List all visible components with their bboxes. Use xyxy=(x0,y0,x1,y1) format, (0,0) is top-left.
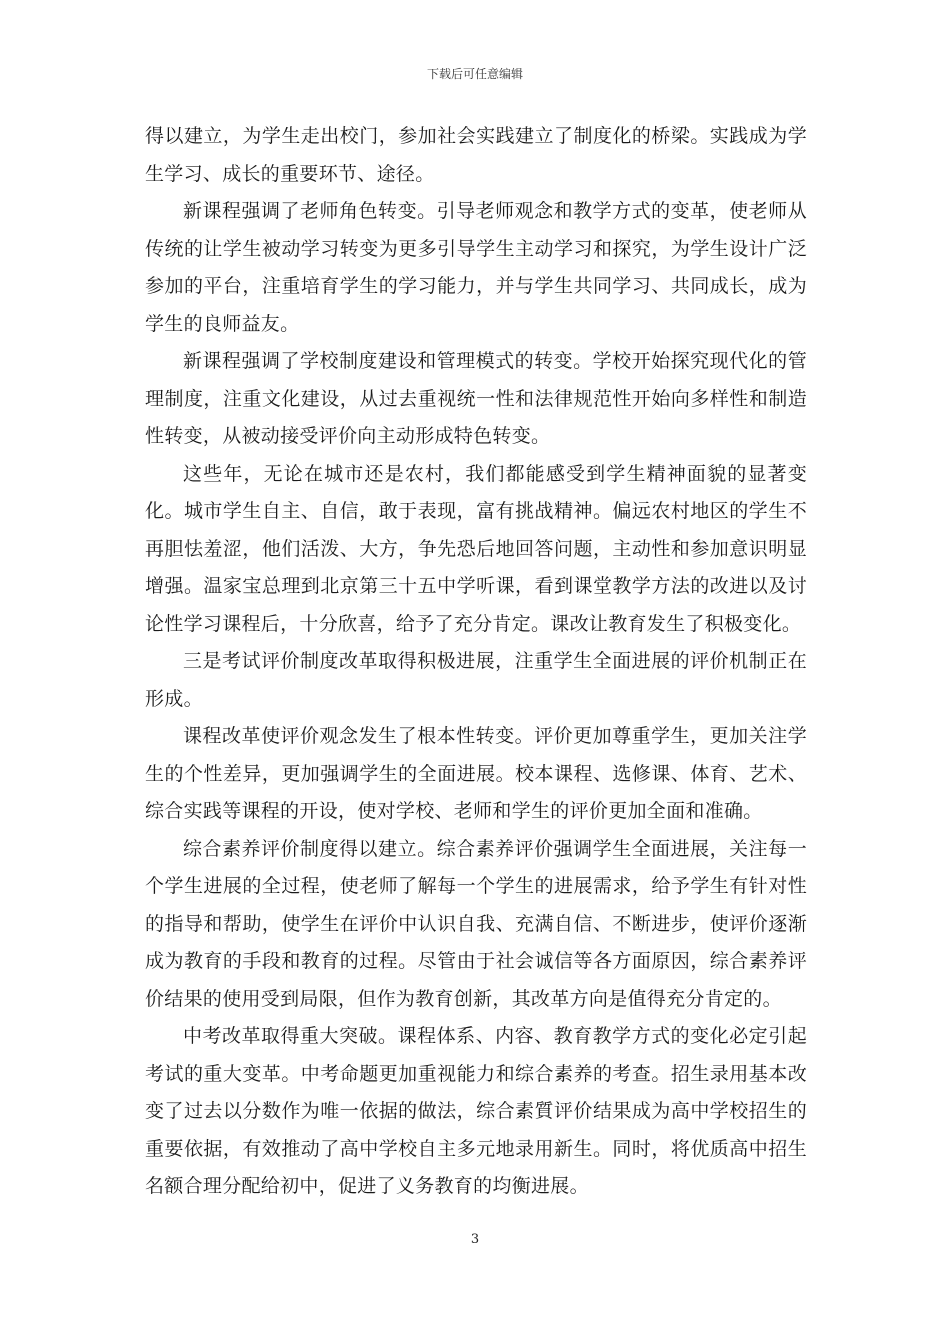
paragraph-1: 得以建立，为学生走出校门，参加社会实践建立了制度化的桥梁。实践成为学生学习、成长的重要环节、途径。 xyxy=(145,125,807,185)
paragraph-8: 中考改革取得重大突破。课程体系、内容、教育教学方式的变化必定引起考试的重大变革。中考命题更加重视能力和综合素养的考查。招生录用基本改变了过去以分数作为唯一依据的做法，综合素質评价结果成为高中学校招生的重要依据，有效推动了高中学校自主多元地录用新生。同时，将优质高中招生名额合理分配给初中，促进了义务教育的均衡进展。 xyxy=(145,1025,807,1197)
document-body xyxy=(145,118,807,1206)
paragraph-2: 新课程强调了老师角色转变。引导老师观念和教学方式的变革，使老师从传统的让学生被动学习转变为更多引导学生主动学习和探究，为学生设计广泛参加的平台，注重培育学生的学习能力，并与学生共同学习、共同成长，成为学生的良师益友。 xyxy=(145,200,807,335)
paragraph-5: 三是考试评价制度改革取得积极进展，注重学生全面进展的评价机制正在形成。 xyxy=(145,650,807,710)
paragraph-6: 课程改革使评价观念发生了根本性转变。评价更加尊重学生，更加关注学生的个性差异，更加强调学生的全面进展。校本课程、选修课、体育、艺术、综合实践等课程的开设，使对学校、老师和学生的评价更加全面和准确。 xyxy=(145,725,807,822)
paragraph-7: 综合素养评价制度得以建立。综合素养评价强调学生全面进展，关注每一个学生进展的全过程，使老师了解每一个学生的进展需求，给予学生有针对性的指导和帮助，使学生在评价中认识自我、充满自信、不断进步，使评价逐渐成为教育的手段和教育的过程。尽管由于社会诚信等各方面原因，综合素养评价结果的使用受到局限，但作为教育创新，其改革方向是值得充分肯定的。 xyxy=(145,837,807,1010)
paragraph-4: 这些年，无论在城市还是农村，我们都能感受到学生精神面貌的显著变化。城市学生自主、自信，敢于表现，富有挑战精神。偏远农村地区的学生不再胆怯羞涩，他们活泼、大方，争先恐后地回答问题，主动性和参加意识明显增强。温家宝总理到北京第三十五中学听课，看到课堂教学方法的改进以及讨论性学习课程后，十分欣喜，给予了充分肯定。课改让教育发生了积极变化。 xyxy=(145,462,807,635)
page-number: 3 xyxy=(470,1232,480,1247)
page-header: 下载后可任意编辑 xyxy=(426,67,523,81)
paragraph-3: 新课程强调了学校制度建设和管理模式的转变。学校开始探究现代化的管理制度，注重文化建设，从过去重视统一性和法律规范性开始向多样性和制造性转变，从被动接受评价向主动形成特色转变。 xyxy=(145,350,807,447)
